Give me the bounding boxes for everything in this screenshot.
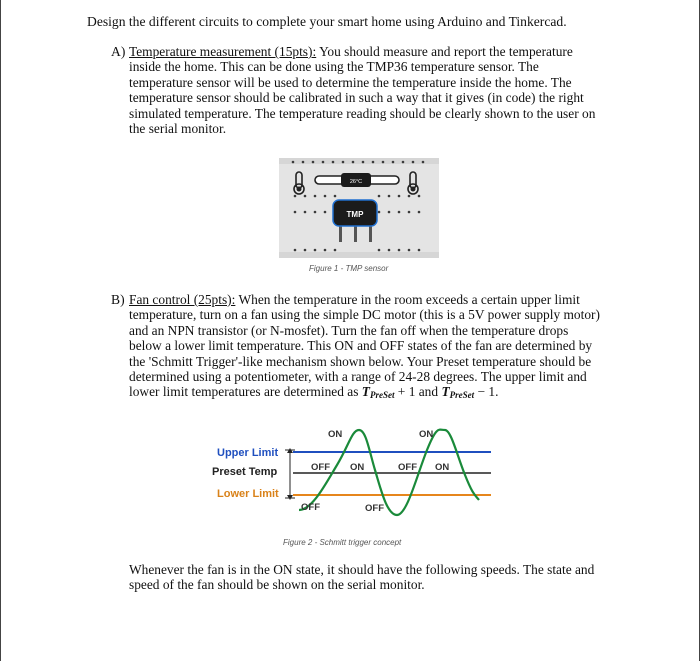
figure-1-caption: Figure 1 - TMP sensor [309,264,389,273]
section-b-label: B) [111,292,125,307]
section-b-text [129,292,609,404]
closing-line-2: speed of the fan should be shown on the serial monitor. [129,577,425,593]
section-b-line-7: lower limit temperatures are determined as TPreSet + 1 and TPreSet − 1. [129,384,499,401]
state-on-mid-2: ON [435,462,450,473]
schmitt-trigger-figure [207,420,501,532]
section-b-heading: Fan control (25pts): [129,292,236,307]
state-off-mid-2: OFF [398,462,417,473]
state-off-mid-1: OFF [311,462,330,473]
state-on-top-2: ON [419,429,434,440]
section-a-line-3: temperature sensor will be used to determine the temperature inside the home. The [129,74,572,90]
lower-limit-label: Lower Limit [217,488,279,500]
section-a-line-2: inside the home. This can be done using the TMP36 temperature sensor. The [129,59,539,75]
section-a-label: A) [111,44,126,59]
section-b-line-3: and an NPN transistor (or N-mosfet). Turn the fan off when the temperature drops [129,322,569,338]
section-a-line-1: You should measure and report the temperature [319,44,573,59]
state-off-low-2: OFF [365,503,384,514]
closing-line-1: Whenever the fan is in the ON state, it should have the following speeds. The state and [129,562,595,577]
section-b-line-4: below a lower limit temperature. This ON and OFF states of the fan are determined by [129,338,593,354]
section-a-line-6: the serial monitor. [129,121,227,137]
tmp-sensor-figure [279,158,439,258]
section-a-line-4: temperature sensor should be calibrated in such a way that it gives (in code) the right [129,90,584,106]
temperature-display-label: 26°C [349,179,363,185]
tmp-chip-label: TMP [346,210,364,219]
preset-temp-label: Preset Temp [212,466,278,478]
section-b-line-2: temperature, turn on a fan using the simple DC motor (this is a 5V power supply motor) [129,307,600,323]
section-b-line-6: determined using a potentiometer, with a range of 24-28 degrees. The upper limit and [129,369,587,385]
limit-axis [285,448,295,500]
section-a-heading: Temperature measurement (15pts): [129,44,317,59]
section-b-line-1: When the temperature in the room exceeds a certain upper limit [238,292,580,307]
tmp-sensor-chip [333,200,377,242]
state-on-mid-1: ON [350,462,365,473]
state-off-low-1: OFF [301,502,320,513]
figure-2-caption: Figure 2 - Schmitt trigger concept [283,538,402,547]
section-a-line-5: simulated temperature. The temperature reading should be clearly shown to the user on [129,105,596,121]
upper-limit-label: Upper Limit [217,447,279,459]
closing-paragraph [129,562,609,593]
document-title: Design the different circuits to complete your smart home using Arduino and Tinkercad. [87,14,567,29]
section-a-text [129,44,609,136]
state-on-top-1: ON [328,429,343,440]
section-b-line-5: the 'Schmitt Trigger'-like mechanism shown below. Your Preset temperature should be [129,353,592,369]
